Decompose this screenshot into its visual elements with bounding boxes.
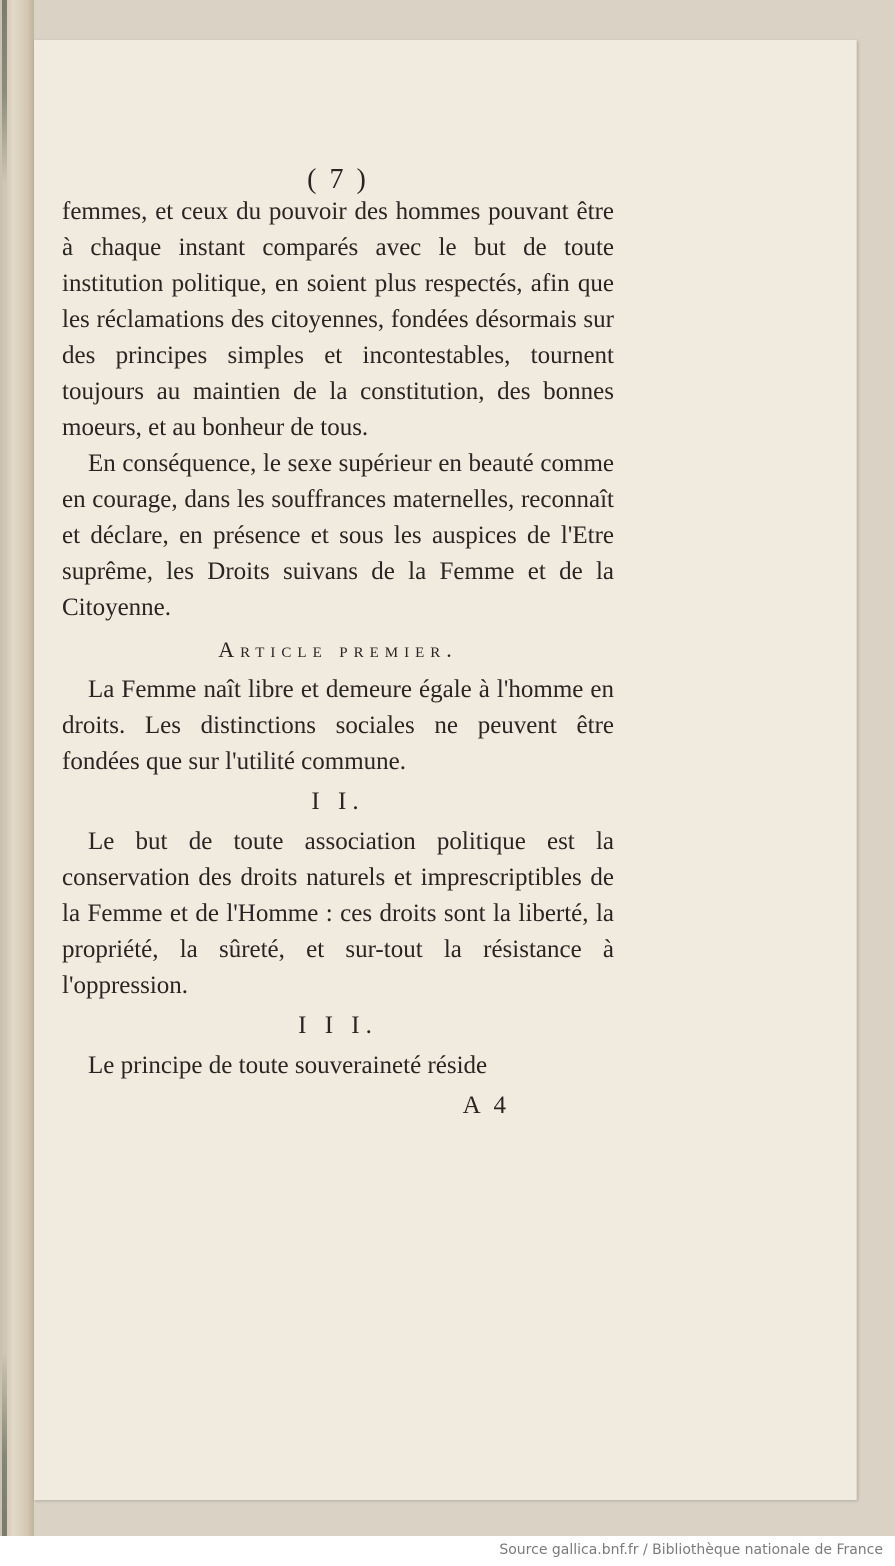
paragraph-consequence: En conséquence, le sexe supérieur en beauté comme en courage, dans les souffrances maternelles, reconnaît et déclare, en présence et sous les auspices de l'Etre suprême, les Droits suivans de la Femme et de la Citoyenne. [62,450,614,621]
article-3-heading: I I I. [298,1012,378,1039]
signature-mark: A 4 [462,1092,510,1119]
paragraph-continuation: femmes, et ceux du pouvoir des hommes pouvant être à chaque instant comparés avec le but de toute institution politique, en soient plus respectés, afin que les réclamations des citoyennes, fondées désormais sur des principes simples et incontestables, tournent toujours au maintien de la constitution, des bonnes moeurs, et au bonheur de tous. [62,198,614,441]
binding-thread [2,0,7,1536]
article-1-text: La Femme naît libre et demeure égale à l'homme en droits. Les distinctions sociales ne peuvent être fondées que sur l'utilité commune. [62,676,614,775]
page-text-block [62,160,614,1124]
article-2-heading: I I. [311,788,365,815]
book-binding [0,0,34,1536]
article-1-heading: Article premier. [218,637,458,662]
page-number: ( 7 ) [307,164,369,195]
article-3-text: Le principe de toute souveraineté réside [88,1052,488,1079]
article-2-text: Le but de toute association politique est la conservation des droits naturels et imprescriptibles de la Femme et de l'Homme : ces droits sont la liberté, la propriété, la sûreté, et sur-tout la résistance à l'oppression. [62,828,614,999]
footer-bar [0,1536,895,1566]
source-credit: Source gallica.bnf.fr / Bibliothèque nationale de France [499,1542,883,1558]
